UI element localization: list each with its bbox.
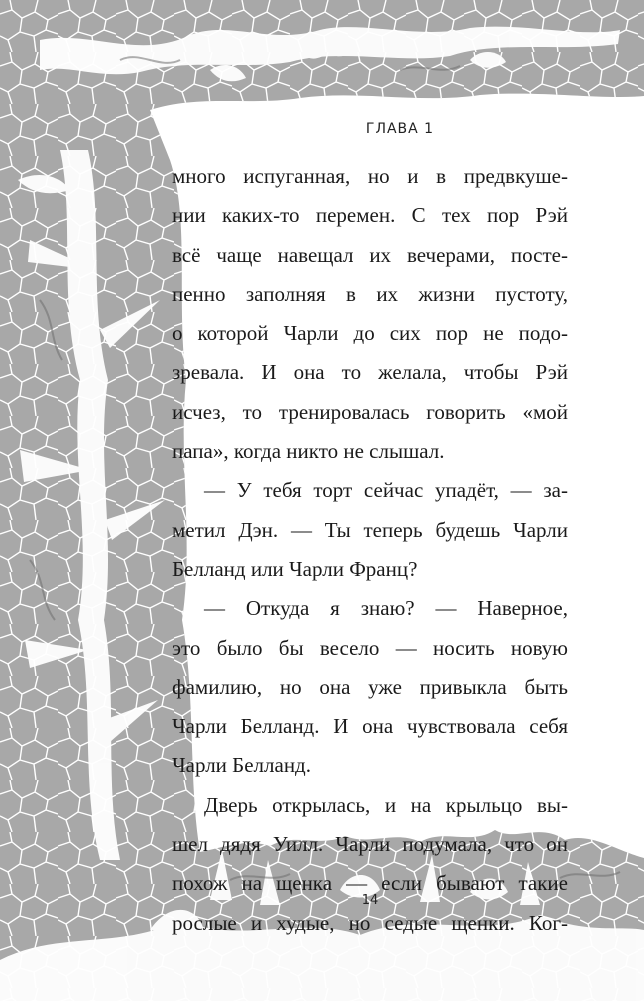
page-number: 14 [361,893,379,908]
text-line: Чарли Белланд. [172,753,311,778]
text-line: о которой Чарли до сих пор не подо- [172,321,568,346]
text-line: похож на щенка — если бывают такие [172,871,568,896]
text-line: пенно заполняя в их жизни пустоту, [172,281,568,306]
body-text [172,157,568,943]
text-line: исчез, то тренировалась говорить «мой [172,399,568,424]
chapter-header: ГЛАВА 1 [365,121,435,137]
text-line: Чарли Белланд. И она чувствовала себя [172,714,568,739]
text-line: зревала. И она то желала, чтобы Рэй [172,360,568,385]
text-line: Дверь открылась, и на крыльцо вы- [204,792,568,817]
text-line: папа», когда никто не слышал. [172,439,445,464]
text-line: нии каких-то перемен. С тех пор Рэй [172,203,568,228]
text-line: — Откуда я знаю? — Наверное, [204,596,568,621]
text-line: это было бы весело — носить новую [172,635,568,660]
text-line: — У тебя торт сейчас упадёт, — за- [204,478,568,503]
text-line: шел дядя Уилл. Чарли подумала, что он [172,832,568,857]
text-line: Белланд или Чарли Франц? [172,556,418,581]
text-line: всё чаще навещал их вечерами, посте- [172,242,568,267]
text-line: много испуганная, но и в предвкуше- [172,164,568,188]
text-line: метил Дэн. — Ты теперь будешь Чарли [172,517,568,542]
text-line: рослые и худые, но седые щенки. Ког- [172,910,568,935]
text-line: фамилию, но она уже привыкла быть [172,674,568,699]
